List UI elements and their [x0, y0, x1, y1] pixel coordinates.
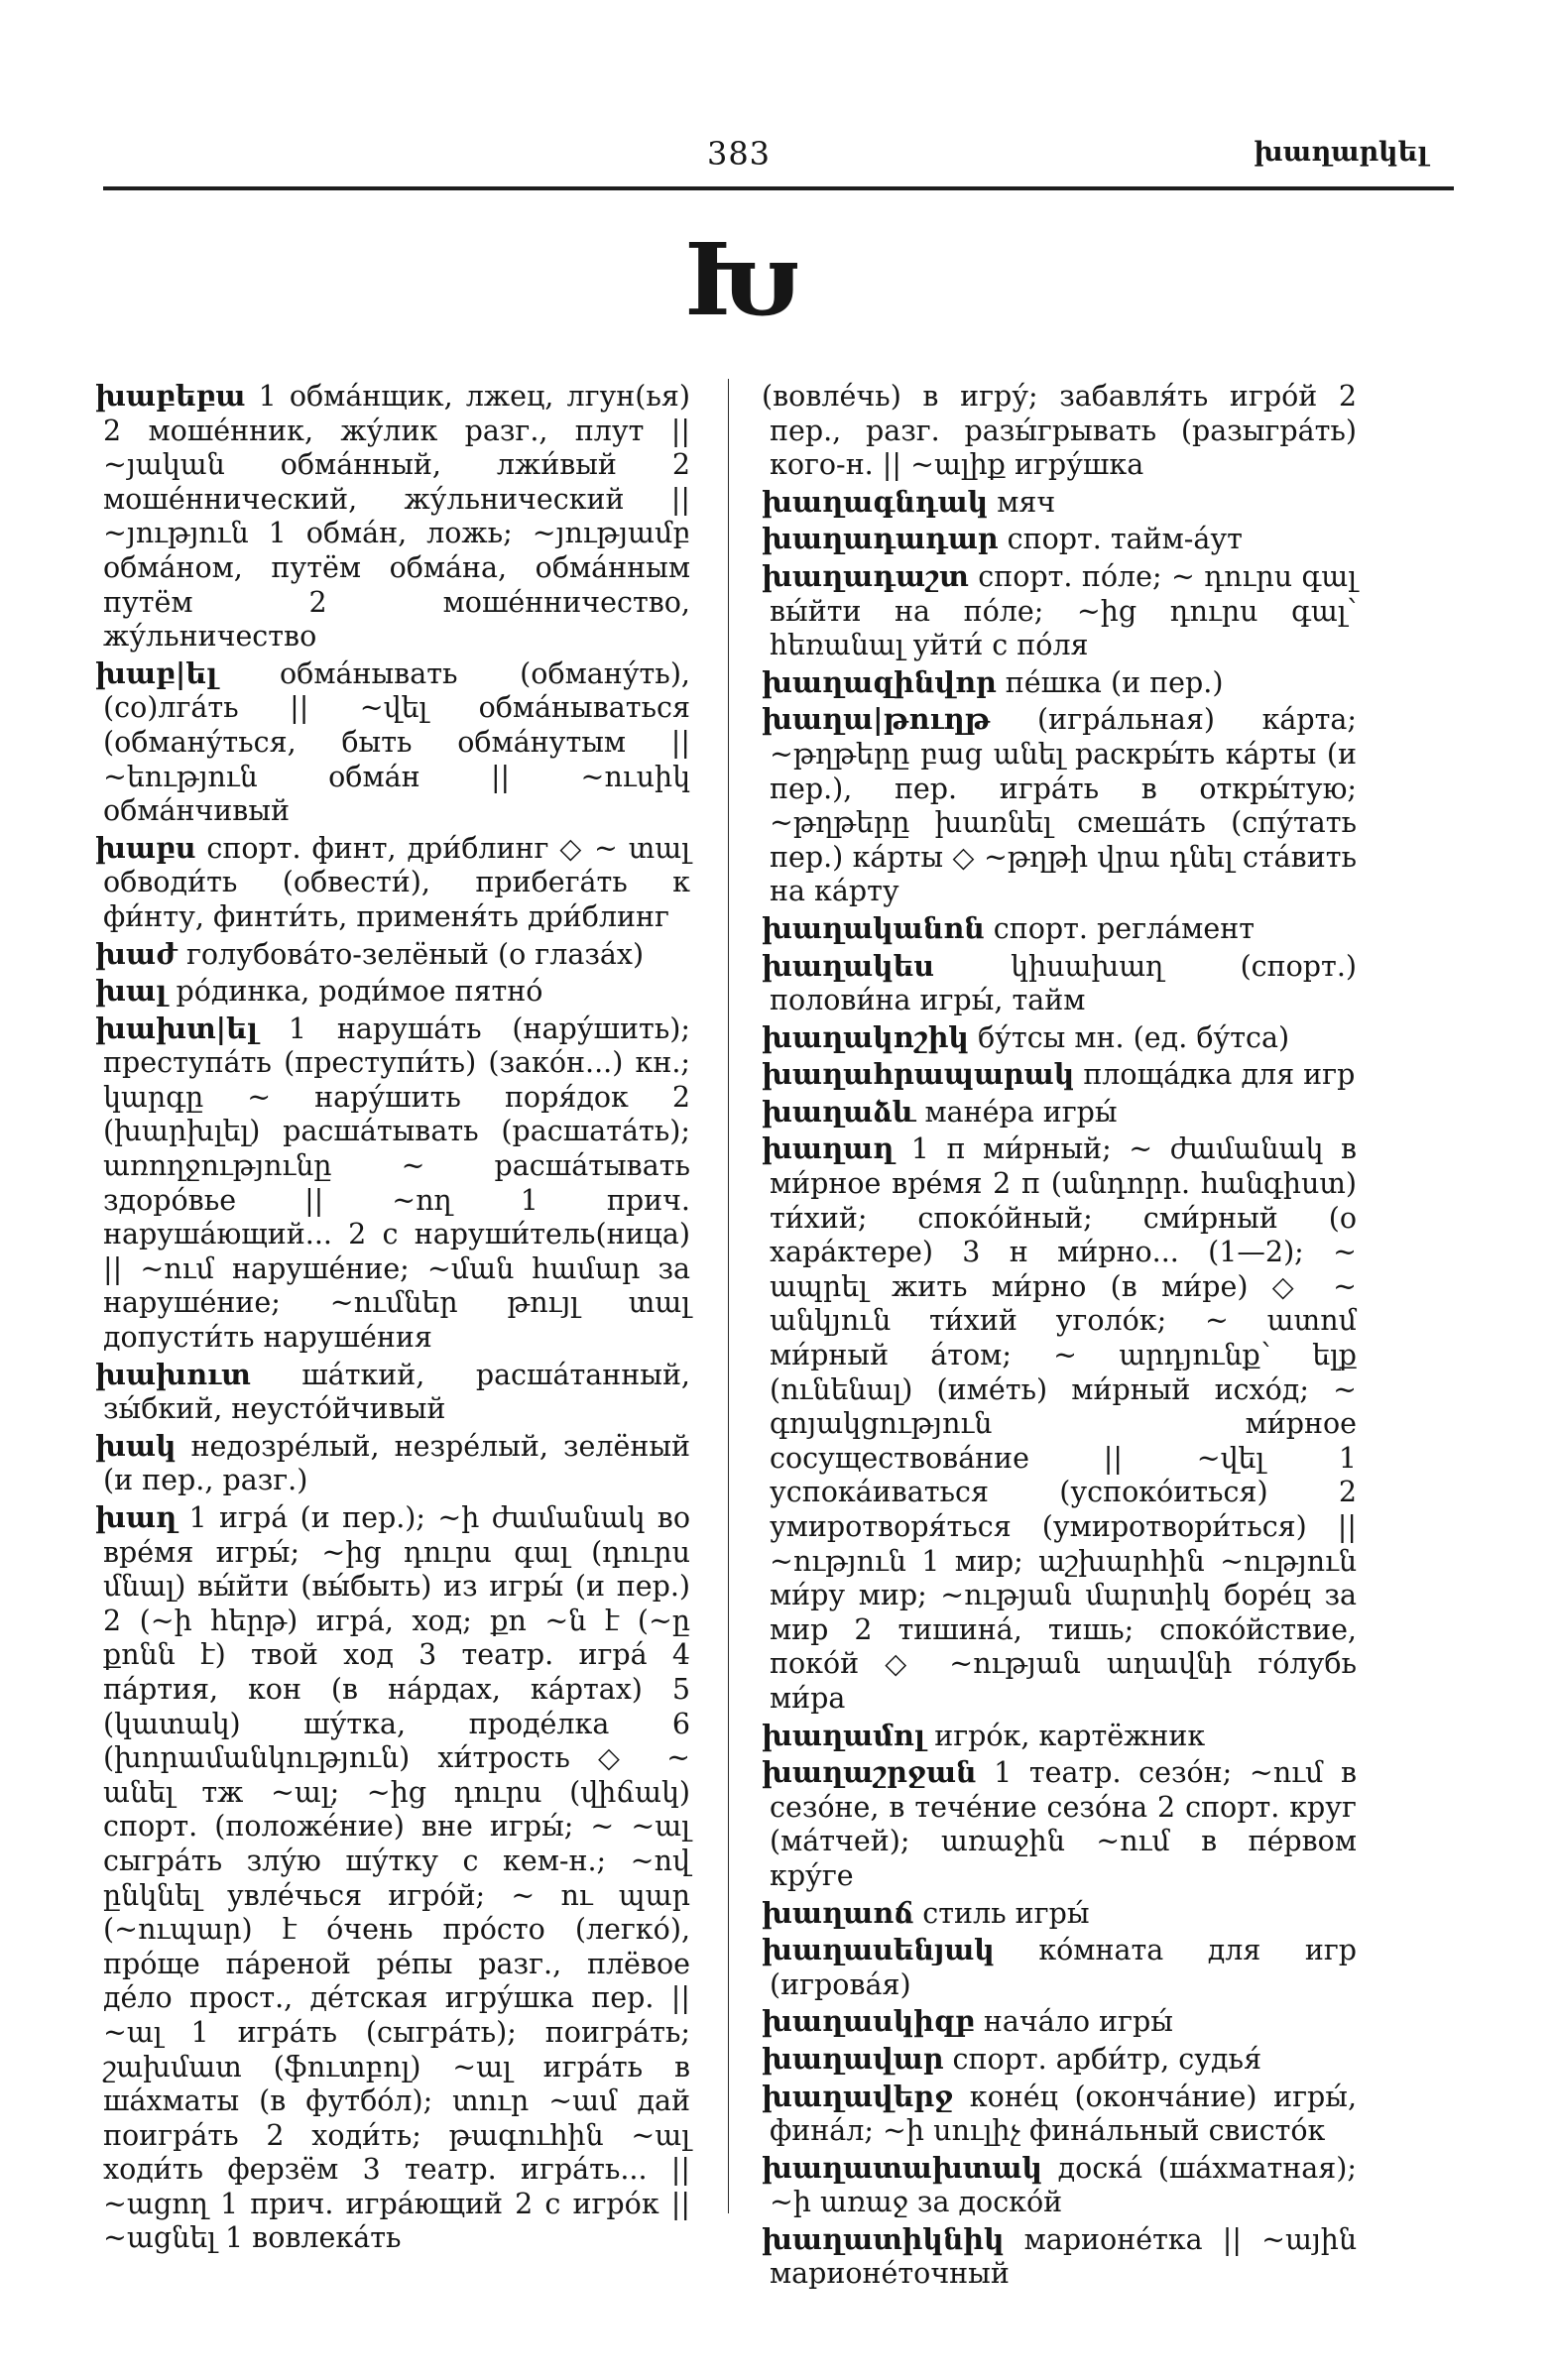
entry-text: коне́ц (оконча́ние) игры́, фина́л; ~ի սուլիչ фина́льный свисто́к	[770, 2080, 1358, 2148]
column-divider	[728, 379, 729, 2213]
entry-text: нача́ло игры́	[983, 2005, 1173, 2039]
dictionary-entry	[762, 949, 1357, 1018]
entry-text: спорт. регла́мент	[993, 911, 1255, 945]
entry-headword: խաժ	[95, 936, 178, 971]
entry-text: 1 наруша́ть (нару́шить); преступа́ть (преступи́ть) (зако́н...) кн.; կարգը ~ нару́шить поря́док 2 (խարխլել) расша́тывать (расшата́ть); առողջությունը ~ расша́тывать здоро́вье || ~ող 1 прич. наруша́ющий... 2 с наруши́тель(ница) || ~ում наруше́ние; ~ման համար за наруше́ние; ~ումներ թույլ տալ допусти́ть наруше́ния	[103, 1012, 690, 1355]
entry-text: 1 п ми́рный; ~ ժամանակ в ми́рное вре́мя 2 п (անդորր. հանգիստ) ти́хий; споко́йный; сми́рный (о хара́ктере) 3 н ми́рно... (1—2); ~ ապրել жить ми́рно (в ми́ре) ◇ ~ անկյուն ти́хий уголо́к; ~ ատոմ ми́рный а́том; ~ արդյունք՝ ելք (ունենալ) (име́ть) ми́рный исхо́д; ~ գոյակցություն ми́рное сосуществова́ние || ~վել 1 успока́иваться (успоко́иться) 2 умиротворя́ться (умиротвори́ться) || ~ություն 1 мир; աշխարհին ~ություն ми́ру мир; ~ության մարտիկ боре́ц за мир 2 тишина́, тишь; споко́йствие, поко́й ◇ ~ության աղավնի го́лубь ми́ра	[770, 1132, 1357, 1715]
dictionary-entry	[95, 831, 690, 935]
entry-headword: խաղադաշտ	[762, 558, 969, 593]
entry-text: 1 обма́нщик, лжец, лгун(ья) 2 моше́нник, жу́лик разг., плут || ~յական обма́нный, лжи́вый 2 моше́ннический, жу́льнический || ~յություն 1 обма́н, ложь; ~յությամբ обма́ном, путём обма́на, обма́нным путём 2 моше́нничество, жу́льничество	[103, 380, 691, 654]
right-column	[762, 379, 1357, 2294]
entry-text: бу́тсы мн. (ед. бу́тса)	[978, 1020, 1290, 1054]
dictionary-entry	[762, 379, 1357, 483]
entry-headword: խաղաձև	[762, 1094, 916, 1129]
dictionary-entry	[762, 2004, 1357, 2040]
entry-headword: խաբեբա	[95, 379, 246, 413]
entry-text: ко́мната для игр (игрова́я)	[770, 1934, 1357, 2001]
running-head: խաղարկել	[1254, 137, 1428, 168]
entry-text: стиль игры́	[922, 1896, 1090, 1930]
entry-text: спорт. финт, дри́блинг ◇ ~ տալ обводи́ть (обвести́), прибега́ть к фи́нту, финти́ть, применя́ть дри́блинг	[103, 831, 690, 933]
entry-text: обма́нывать (обману́ть), (со)лга́ть || ~վել обма́ныватьcя (обману́ться, быть обма́нутым || ~եություն обма́н || ~ուսիկ обма́нчивый	[103, 656, 690, 828]
entry-text: 1 игра́ (и пер.); ~ի ժամանակ во вре́мя игры́; ~ից դուրս գալ (դուրս մնալ) вы́йти (вы́быть) из игры́ (и пер.) 2 (~ի հերթ) игра́, ход; քո ~ն է (~ը քոնն է) твой ход 3 театр. игра́ 4 па́ртия, кон (в на́рдах, ка́ртах) 5 (կատակ) шу́тка, проде́лка 6 (խորամանկություն) хи́трость ◇ ~ անել тж ~ալ; ~ից դուրս (վիճակ) спорт. (положе́ние) вне игры́; ~ ~ալ сыгра́ть злу́ю шу́тку с кем-н.; ~ով ընկնել увле́чься игро́й; ~ ու պար (~ուպար) է о́чень про́сто (легко́), про́ще па́реной ре́пы разг., плёвое де́ло прост., де́тская игру́шка пер. || ~ալ 1 игра́ть (сыгра́ть); поигра́ть; շախմատ (ֆուտբոլ) ~ալ игра́ть в ша́хматы (в футбо́л); տուր ~ամ дай поигра́ть 2 ходи́ть; թագուհին ~ալ ходи́ть ферзём 3 театр. игра́ть... || ~ացող 1 прич. игра́ющий 2 с игро́к || ~ացնել 1 вовлека́ть	[103, 1501, 690, 2255]
entry-headword: խաղավերջ	[762, 2079, 954, 2113]
entry-text: мане́ра игры́	[924, 1095, 1118, 1129]
entry-headword: խաղատախտակ	[762, 2150, 1043, 2185]
dictionary-entry	[762, 522, 1357, 557]
dictionary-entry	[762, 1131, 1357, 1716]
dictionary-entry	[95, 379, 690, 654]
dictionary-entry	[762, 485, 1357, 521]
entry-text: игро́к, картёжник	[934, 1719, 1206, 1752]
entry-headword: խաղադադար	[762, 522, 999, 556]
page-number: 383	[706, 135, 772, 173]
entry-text: марионе́тка || ~ային марионе́точный	[770, 2222, 1358, 2291]
entry-headword: խաղաշրջան	[762, 1755, 977, 1790]
entry-headword: խալ	[95, 974, 168, 1009]
entry-headword: խաղակոշիկ	[762, 1019, 969, 1054]
dictionary-entry	[95, 1429, 690, 1498]
entry-headword: խաղավար	[762, 2041, 944, 2076]
dictionary-entry	[762, 1896, 1357, 1932]
entry-headword: խաղագնդակ	[762, 484, 989, 519]
entry-text: пе́шка (и пер.)	[1005, 665, 1224, 699]
dictionary-entry	[762, 911, 1357, 947]
dictionary-entry	[95, 1500, 690, 2256]
entry-headword: խաբ|ել	[95, 655, 218, 690]
dictionary-entry	[762, 1095, 1357, 1130]
dictionary-entry	[95, 656, 690, 829]
dictionary-entry	[95, 974, 690, 1010]
entry-text: голубова́то-зелёный (о глаза́х)	[185, 937, 645, 971]
entry-text: доска́ (ша́хматная); ~ի առաջ за доско́й	[770, 2151, 1357, 2219]
entry-text: (вовле́чь) в игру́; забавля́ть игро́й 2 пер., разг. разы́грывать (разыгра́ть) кого-н. || ~ալիք игру́шка	[762, 380, 1357, 482]
entry-headword: խախտ|ել	[95, 1011, 259, 1045]
left-column	[95, 379, 690, 2258]
entry-text: спорт. по́ле; ~ դուրս գալ вы́йти на по́ле; ~ից դուրս գալ՝ հեռանալ уйти́ с по́ля	[770, 559, 1358, 662]
entry-text: спорт. арби́тр, судья́	[952, 2042, 1262, 2076]
header-rule	[103, 186, 1454, 190]
entry-text: спорт. тайм-а́ут	[1007, 523, 1243, 556]
dictionary-entry	[762, 2222, 1357, 2292]
dictionary-entry	[95, 937, 690, 973]
entry-headword: խախուտ	[95, 1357, 251, 1391]
entry-text: 1 театр. сезо́н; ~ում в сезо́не, в тече́ние сезо́на 2 спорт. круг (ма́тчей); առաջին ~ում в пе́рвом кру́ге	[770, 1756, 1357, 1892]
entry-headword: խաղասենյակ	[762, 1933, 995, 1967]
dictionary-entry	[95, 1358, 690, 1427]
entry-headword: խաղազինվոր	[762, 664, 997, 699]
entry-headword: խաղաոճ	[762, 1895, 914, 1930]
entry-headword: խաղականոն	[762, 910, 985, 945]
entry-headword: խաղ	[95, 1500, 178, 1534]
dictionary-entry	[762, 2042, 1357, 2078]
entry-text: ро́динка, роди́мое пятно́	[176, 975, 543, 1009]
entry-headword: խաղակես	[762, 948, 935, 983]
entry-text: недозре́лый, незре́лый, зелёный (и пер., разг.)	[103, 1429, 690, 1497]
entry-headword: խակ	[95, 1428, 177, 1463]
entry-text: ша́ткий, расша́танный, зы́бкий, неусто́йчивый	[103, 1358, 690, 1426]
dictionary-entry	[762, 559, 1357, 663]
dictionary-entry	[95, 1012, 690, 1356]
section-letter: Խ	[684, 221, 802, 338]
dictionary-entry	[762, 1057, 1357, 1093]
entry-headword: խաղաղ	[762, 1131, 895, 1166]
dictionary-entry	[762, 702, 1357, 909]
dictionary-entry	[762, 665, 1357, 701]
entry-text: (игра́льная) ка́рта; ~թղթերը բաց անել раскры́ть ка́рты (и пер.), пер. игра́ть в откры́тую; ~թղթերը խառնել смеша́ть (спу́тать пер.) ка́рты ◇ ~թղթի վրա դնել ста́вить на ка́рту	[770, 703, 1357, 908]
entry-text: мяч	[997, 485, 1056, 519]
dictionary-entry	[762, 1719, 1357, 1754]
entry-text: площа́дка для игр	[1083, 1058, 1356, 1092]
dictionary-entry	[762, 2080, 1357, 2149]
entry-headword: խաղասկիզբ	[762, 2004, 975, 2039]
dictionary-entry	[762, 2151, 1357, 2220]
entry-headword: խաղատիկնիկ	[762, 2221, 1005, 2256]
dictionary-entry	[762, 1933, 1357, 2002]
entry-headword: խաղա|թուղթ	[762, 702, 991, 737]
dictionary-entry	[762, 1755, 1357, 1893]
entry-text: կիսախաղ (спорт.) полови́на игры́, тайм	[770, 949, 1357, 1017]
entry-headword: խաղահրապարակ	[762, 1057, 1075, 1092]
entry-headword: խաղամոլ	[762, 1718, 926, 1752]
entry-headword: խաբս	[95, 830, 196, 865]
dictionary-entry	[762, 1020, 1357, 1056]
